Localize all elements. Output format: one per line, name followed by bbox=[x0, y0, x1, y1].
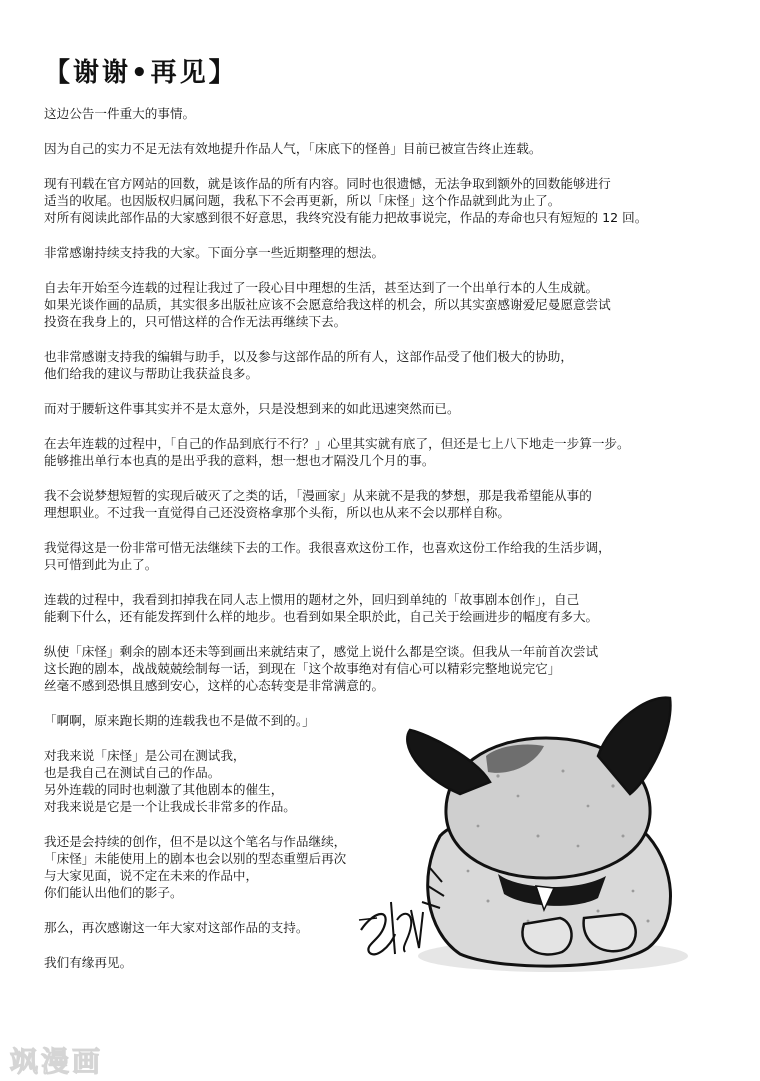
paragraph-line: 那么，再次感谢这一年大家对这部作品的支持。 bbox=[44, 920, 309, 935]
signature-icon bbox=[355, 890, 425, 962]
paragraph-line: 他们给我的建议与帮助让我获益良多。 bbox=[44, 366, 259, 381]
paragraph-line: 纵使「床怪」剩余的剧本还未等到画出来就结束了，感觉上说什么都是空谈。但我从一年前首次尝试 bbox=[44, 644, 599, 659]
paragraph-line: 理想职业。不过我一直觉得自己还没资格拿那个头衔，所以也从来不会以那样自称。 bbox=[44, 505, 510, 520]
paragraph-line: 你们能认出他们的影子。 bbox=[44, 885, 183, 900]
notice-paragraph bbox=[44, 244, 734, 261]
paragraph-line: 另外连载的同时也刺激了其他剧本的催生， bbox=[44, 782, 284, 797]
notice-paragraph bbox=[44, 591, 734, 625]
paragraph-line: 对我来说是它是一个让我成长非常多的作品。 bbox=[44, 799, 296, 814]
notice-paragraph bbox=[44, 175, 734, 226]
paragraph-line: 我不会说梦想短暂的实现后破灭了之类的话，「漫画家」从来就不是我的梦想，那是我希望能从事的 bbox=[44, 488, 592, 503]
paragraph-line: 这边公告一件重大的事情。 bbox=[44, 106, 196, 121]
paragraph-line: 能够推出单行本也真的是出乎我的意料，想一想也才隔没几个月的事。 bbox=[44, 453, 435, 468]
paragraph-line: 自去年开始至今连载的过程让我过了一段心目中理想的生活，甚至达到了一个出单行本的人生成就。 bbox=[44, 280, 599, 295]
notice-paragraph bbox=[44, 539, 734, 573]
paragraph-line: 现有刊载在官方网站的回数，就是该作品的所有内容。同时也很遗憾，无法争取到额外的回数能够进行 bbox=[44, 176, 611, 191]
paragraph-line: 如果光谈作画的品质，其实很多出版社应该不会愿意给我这样的机会，所以其实蛮感谢爱尼曼愿意尝试 bbox=[44, 297, 611, 312]
paragraph-line: 只可惜到此为止了。 bbox=[44, 557, 158, 572]
paragraph-line: 因为自己的实力不足无法有效地提升作品人气，「床底下的怪兽」目前已被宣告终止连载。 bbox=[44, 141, 542, 156]
paragraph-line: 非常感谢持续支持我的大家。下面分享一些近期整理的想法。 bbox=[44, 245, 385, 260]
paragraph-line: 能剩下什么，还有能发挥到什么样的地步。也看到如果全职於此，自己关于绘画进步的幅度有多大。 bbox=[44, 609, 599, 624]
paragraph-line: 我们有缘再见。 bbox=[44, 955, 133, 970]
notice-paragraph bbox=[44, 348, 734, 382]
notice-paragraph bbox=[44, 105, 734, 122]
paragraph-line: 我还是会持续的创作，但不是以这个笔名与作品继续， bbox=[44, 834, 347, 849]
paragraph-line: 「啊啊，原来跑长期的连载我也不是做不到的。」 bbox=[44, 713, 315, 728]
paragraph-line: 对我来说「床怪」是公司在测试我， bbox=[44, 748, 246, 763]
paragraph-line: 「床怪」未能使用上的剧本也会以别的型态重塑后再次 bbox=[44, 851, 347, 866]
paragraph-line: 适当的收尾。也因版权归属问题，我私下不会再更新，所以「床怪」这个作品就到此为止了。 bbox=[44, 193, 561, 208]
paragraph-line: 我觉得这是一份非常可惜无法继续下去的工作。我很喜欢这份工作，也喜欢这份工作给我的生活步调， bbox=[44, 540, 611, 555]
notice-paragraph bbox=[44, 279, 734, 330]
notice-paragraph bbox=[44, 487, 734, 521]
paragraph-line: 在去年连载的过程中，「自己的作品到底行不行？」心里其实就有底了，但还是七上八下地走一步算一步。 bbox=[44, 436, 630, 451]
paragraph-line: 也是我自己在测试自己的作品。 bbox=[44, 765, 221, 780]
paragraph-line: 丝毫不感到恐惧且感到安心，这样的心态转变是非常满意的。 bbox=[44, 678, 385, 693]
paragraph-line: 对所有阅读此部作品的大家感到很不好意思，我终究没有能力把故事说完，作品的寿命也只有短短的 12 回。 bbox=[44, 210, 648, 225]
paragraph-line: 也非常感谢支持我的编辑与助手，以及参与这部作品的所有人，这部作品受了他们极大的协助， bbox=[44, 349, 573, 364]
paragraph-line: 而对于腰斩这件事其实并不是太意外，只是没想到来的如此迅速突然而已。 bbox=[44, 401, 460, 416]
watermark: 飒漫画 bbox=[10, 1045, 104, 1078]
paragraph-line: 这长跑的剧本，战战兢兢绘制每一话，到现在「这个故事绝对有信心可以精彩完整地说完它」 bbox=[44, 661, 561, 676]
paragraph-line: 与大家见面，说不定在未来的作品中， bbox=[44, 868, 259, 883]
notice-paragraph bbox=[44, 400, 734, 417]
paragraph-line: 投资在我身上的，只可惜这样的合作无法再继续下去。 bbox=[44, 314, 347, 329]
page-title: 【谢谢•再见】 bbox=[44, 58, 238, 88]
paragraph-line: 连载的过程中，我看到扣掉我在同人志上惯用的题材之外，回归到单纯的「故事剧本创作」，自己 bbox=[44, 592, 580, 607]
notice-paragraph bbox=[44, 140, 734, 157]
notice-paragraph bbox=[44, 435, 734, 469]
